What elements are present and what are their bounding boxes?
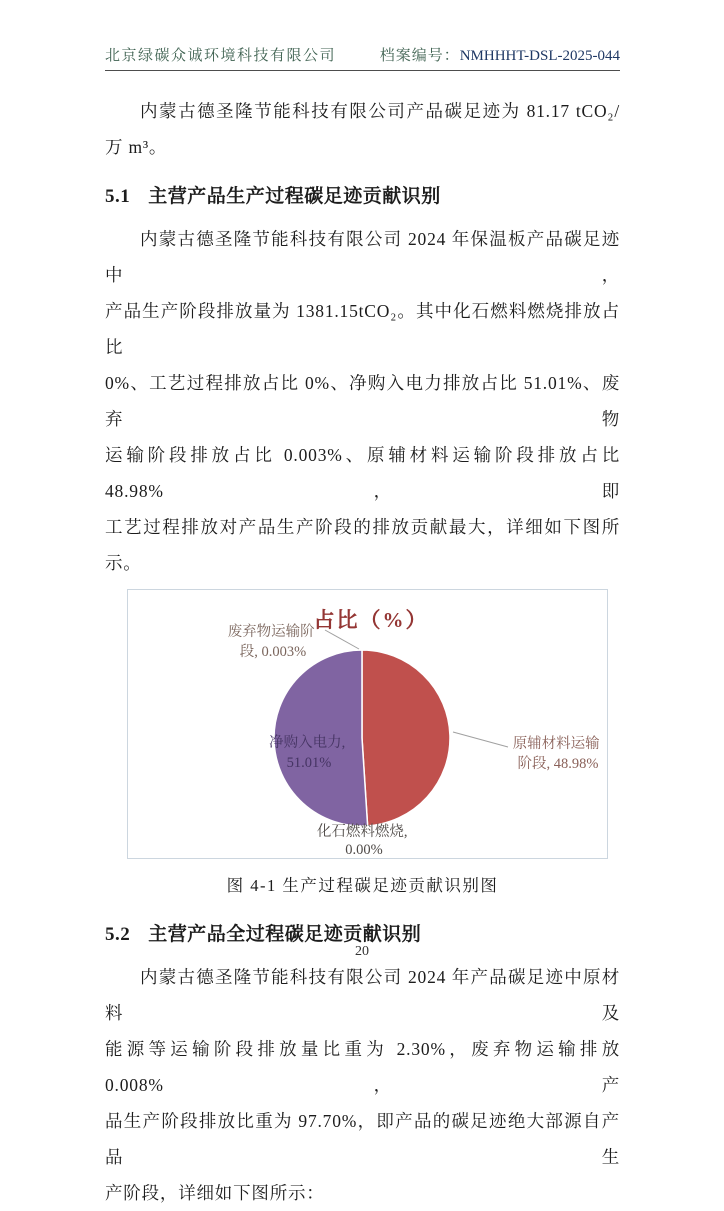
section-5-2-paragraph xyxy=(105,959,620,1211)
pie-slice-raw-material-transport xyxy=(362,650,450,826)
paragraph-line: 0%、工艺过程排放占比 0%、净购入电力排放占比 51.01%、废弃物 xyxy=(105,373,620,429)
section-title: 主营产品生产过程碳足迹贡献识别 xyxy=(148,186,441,207)
label-purchased-electricity: 净购入电力, 51.01% xyxy=(269,735,346,771)
section-title: 主营产品全过程碳足迹贡献识别 xyxy=(148,924,422,945)
leader-line-raw-material xyxy=(453,732,508,747)
label-fossil-fuel: 化石燃料燃烧, 0.00% xyxy=(316,824,408,858)
paragraph-line: 内蒙古德圣隆节能科技有限公司 2024 年保温板产品碳足迹中， xyxy=(105,229,620,285)
intro-paragraph xyxy=(105,93,620,165)
label-waste-transport: 废弃物运输阶 段, 0.003% xyxy=(227,624,315,660)
archive-value: NMHHHT-DSL-2025-044 xyxy=(459,48,620,64)
label-raw-material-transport: 原辅材料运输 阶段, 48.98% xyxy=(512,736,600,772)
chart-title: 占比（%） xyxy=(313,608,429,632)
page-header xyxy=(105,44,620,71)
paragraph-line: 产品生产阶段排放量为 1381.15tCO₂。其中化石燃料燃烧排放占比 xyxy=(105,301,620,357)
paragraph-line: 产阶段，详细如下图所示： xyxy=(105,1183,325,1203)
section-number: 5.1 xyxy=(105,186,131,207)
header-company-name: 北京绿碳众诚环境科技有限公司 xyxy=(105,48,337,64)
header-archive-number xyxy=(380,44,620,65)
figure-caption: 图 4-1 生产过程碳足迹贡献识别图 xyxy=(226,876,499,895)
paragraph-line: 内蒙古德圣隆节能科技有限公司 2024 年产品碳足迹中原材料及 xyxy=(105,967,620,1023)
section-number: 5.2 xyxy=(105,924,131,945)
paragraph-line: 运输阶段排放占比 0.003%、原辅材料运输阶段排放占比 48.98%，即 xyxy=(105,445,620,501)
section-5-1-paragraph xyxy=(105,221,620,581)
paragraph-line: 内蒙古德圣隆节能科技有限公司产品碳足迹为 81.17 tCO₂/万 m³。 xyxy=(105,101,620,157)
section-5-1-heading xyxy=(105,182,620,212)
leader-line-waste xyxy=(325,630,359,649)
paragraph-line: 工艺过程排放对产品生产阶段的排放贡献最大，详细如下图所示。 xyxy=(105,517,620,573)
page-number: 20 xyxy=(355,944,369,959)
archive-label: 档案编号： xyxy=(379,48,460,64)
pie-chart-svg xyxy=(128,590,607,858)
pie-chart-figure xyxy=(127,589,608,859)
paragraph-line: 能源等运输阶段排放量比重为 2.30%，废弃物运输排放 0.008%，产 xyxy=(105,1039,620,1095)
paragraph-line: 品生产阶段排放比重为 97.70%，即产品的碳足迹绝大部源自产品生 xyxy=(105,1111,620,1167)
